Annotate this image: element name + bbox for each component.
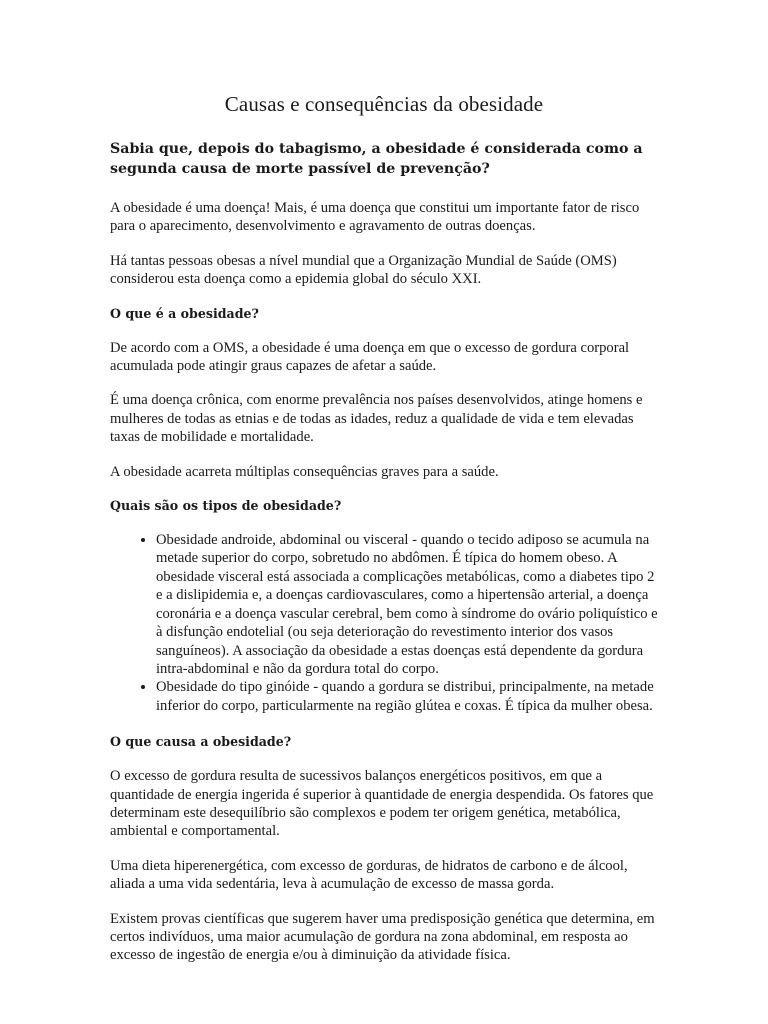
section-heading-what-is: O que é a obesidade?	[110, 305, 259, 321]
what-is-paragraph-3: A obesidade acarreta múltiplas consequências graves para a saúde.	[110, 463, 499, 480]
types-bullet-list	[110, 531, 658, 715]
what-is-paragraph-1: De acordo com a OMS, a obesidade é uma doença em que o excesso de gordura corporal acumulada pode atingir graus capazes de afetar a saúde.	[110, 339, 630, 375]
intro-paragraph-1: A obesidade é uma doença! Mais, é uma doença que constitui um importante fator de risco para o aparecimento, desenvolvimento e agravamento de outras doenças.	[110, 200, 640, 235]
what-is-paragraph-2: É uma doença crônica, com enorme prevalência nos países desenvolvidos, atinge homens e mulheres de todas as etnias e de todas as idades, reduz a qualidade de vida e tem elevadas taxas de mobilidade e mortalidade.	[110, 392, 643, 446]
section-heading-types: Quais são os tipos de obesidade?	[110, 498, 342, 514]
document-title: Causas e consequências da obesidade	[224, 92, 544, 116]
causes-paragraph-2: Uma dieta hiperenergética, com excesso de gorduras, de hidratos de carbono e de álcool, aliada a uma vida sedentária, leva à acumulação de excesso de massa gorda.	[110, 857, 628, 893]
bullet-item-android: • Obesidade androide, abdominal ou visceral - quando o tecido adiposo se acumula na metade superior do corpo, sobretudo no abdômen. É típica do homem obeso. A obesidade visceral está associada a complicações metabólicas, como a diabetes tipo 2 e a dislipidemia e, a doenças cardiovasculares, como a hipertensão arterial, a doença coronária e a doença vascular cerebral, bem como à síndrome do ovário poliquístico e à disfunção endotelial (ou seja deterioração do revestimento interior dos vasos sanguíneos). A associação da obesidade a estas doenças está dependente da gordura intra-abdominal e não da gordura total do corpo.	[156, 531, 658, 678]
intro-paragraph-2: Há tantas pessoas obesas a nível mundial que a Organização Mundial de Saúde (OMS) considerou esta doença como a epidemia global do século XXI.	[110, 252, 617, 288]
section-heading-causes: O que causa a obesidade?	[110, 734, 292, 750]
causes-paragraph-3: Existem provas científicas que sugerem haver uma predisposição genética que determina, em certos indivíduos, uma maior acumulação de gordura na zona abdominal, em resposta ao excesso de ingestão de energia e/ou à diminuição da atividade física.	[110, 910, 655, 964]
bullet-item-gynoid: • Obesidade do tipo ginóide - quando a gordura se distribui, principalmente, na metade inferior do corpo, particularmente na região glútea e coxas. É típica da mulher obesa.	[156, 678, 658, 715]
causes-paragraph-1: O excesso de gordura resulta de sucessivos balanços energéticos positivos, em que a quantidade de energia ingerida é superior à quantidade de energia despendida. Os fatores que determinam este desequilíbrio são complexos e podem ter origem genética, metabólica, ambiental e comportamental.	[110, 768, 654, 840]
lead-question: Sabia que, depois do tabagismo, a obesidade é considerada como a segunda causa de morte passível de prevenção?	[110, 141, 643, 177]
